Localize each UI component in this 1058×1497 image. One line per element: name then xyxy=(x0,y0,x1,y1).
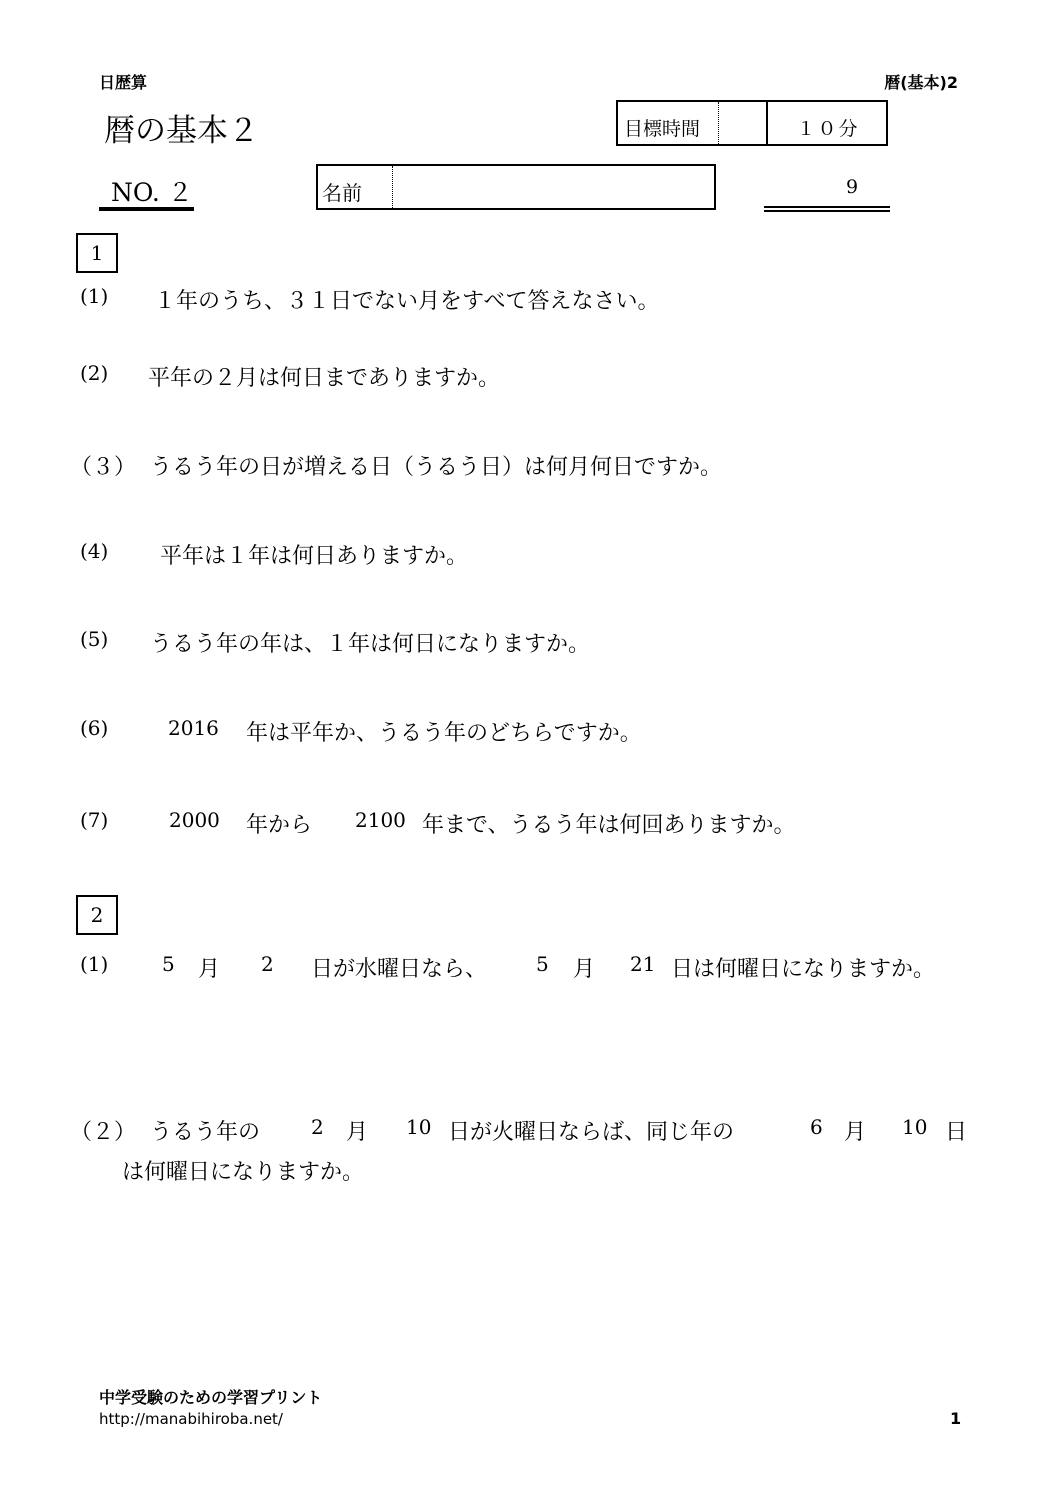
text: 月 xyxy=(198,957,221,982)
value: 10 xyxy=(902,1115,928,1139)
question-year-end: 2100 xyxy=(355,808,406,832)
target-time-box xyxy=(616,100,888,146)
question-number: (1) xyxy=(80,284,109,308)
question-number: (4) xyxy=(80,539,109,563)
value: 5 xyxy=(536,952,549,976)
header-right: 暦(基本)2 xyxy=(884,73,958,92)
question-text: 平年は１年は何日ありますか。 xyxy=(160,544,469,569)
question-number: (5) xyxy=(80,627,109,651)
question-number: (1) xyxy=(80,952,109,976)
question-number: （３） xyxy=(70,455,137,480)
score-underline-bottom xyxy=(764,210,890,212)
footer-url[interactable]: http://manabihiroba.net/ xyxy=(99,1410,283,1428)
target-dotted-divider xyxy=(718,102,719,144)
text: 日が水曜日なら、 xyxy=(311,957,488,982)
name-dotted-divider xyxy=(392,166,393,208)
question-text: １年のうち、３１日でない月をすべて答えなさい。 xyxy=(154,289,660,314)
question-text: うるう年の年は、１年は何日になりますか。 xyxy=(150,632,591,657)
text: 月 xyxy=(844,1120,867,1145)
target-time-label: 目標時間 xyxy=(624,118,701,140)
question-number: (7) xyxy=(80,808,109,832)
text: 日は何曜日になりますか。 xyxy=(671,957,936,982)
text: 日が火曜日ならば、同じ年の xyxy=(448,1120,735,1145)
section-1-label: 1 xyxy=(76,233,118,273)
score-value: 9 xyxy=(846,176,859,198)
text-line2: は何曜日になりますか。 xyxy=(122,1160,365,1185)
section-2-label: 2 xyxy=(76,895,118,935)
text: 月 xyxy=(573,957,596,982)
question-number: (2) xyxy=(80,361,109,385)
question-number: （２） xyxy=(70,1120,137,1145)
page-title: 暦の基本２ xyxy=(104,113,259,149)
footer-title: 中学受験のための学習プリント xyxy=(99,1388,323,1407)
question-text: うるう年の日が増える日（うるう日）は何月何日ですか。 xyxy=(150,455,723,480)
value: 10 xyxy=(406,1115,432,1139)
name-label: 名前 xyxy=(322,181,362,205)
text: 日 xyxy=(945,1120,968,1145)
value: 2 xyxy=(261,952,274,976)
value: 2 xyxy=(311,1115,324,1139)
number-underline xyxy=(99,207,194,211)
question-number: (6) xyxy=(80,716,109,740)
score-underline-top xyxy=(764,206,890,208)
page-number: 1 xyxy=(950,1409,962,1428)
question-text: 年は平年か、うるう年のどちらですか。 xyxy=(246,721,642,746)
value: 6 xyxy=(810,1115,823,1139)
target-time-value: １０分 xyxy=(796,118,860,140)
value: 21 xyxy=(630,952,656,976)
question-year: 2016 xyxy=(168,716,219,740)
worksheet-number: NO. ２ xyxy=(111,178,193,207)
text: うるう年の xyxy=(150,1120,261,1145)
question-text: 年から xyxy=(246,813,313,838)
question-text: 年まで、うるう年は何回ありますか。 xyxy=(422,813,796,838)
question-year-start: 2000 xyxy=(169,808,220,832)
value: 5 xyxy=(162,952,175,976)
question-text: 平年の２月は何日までありますか。 xyxy=(148,366,501,391)
text: 月 xyxy=(346,1120,369,1145)
header-left: 日歴算 xyxy=(99,73,148,92)
name-field[interactable] xyxy=(316,164,716,210)
